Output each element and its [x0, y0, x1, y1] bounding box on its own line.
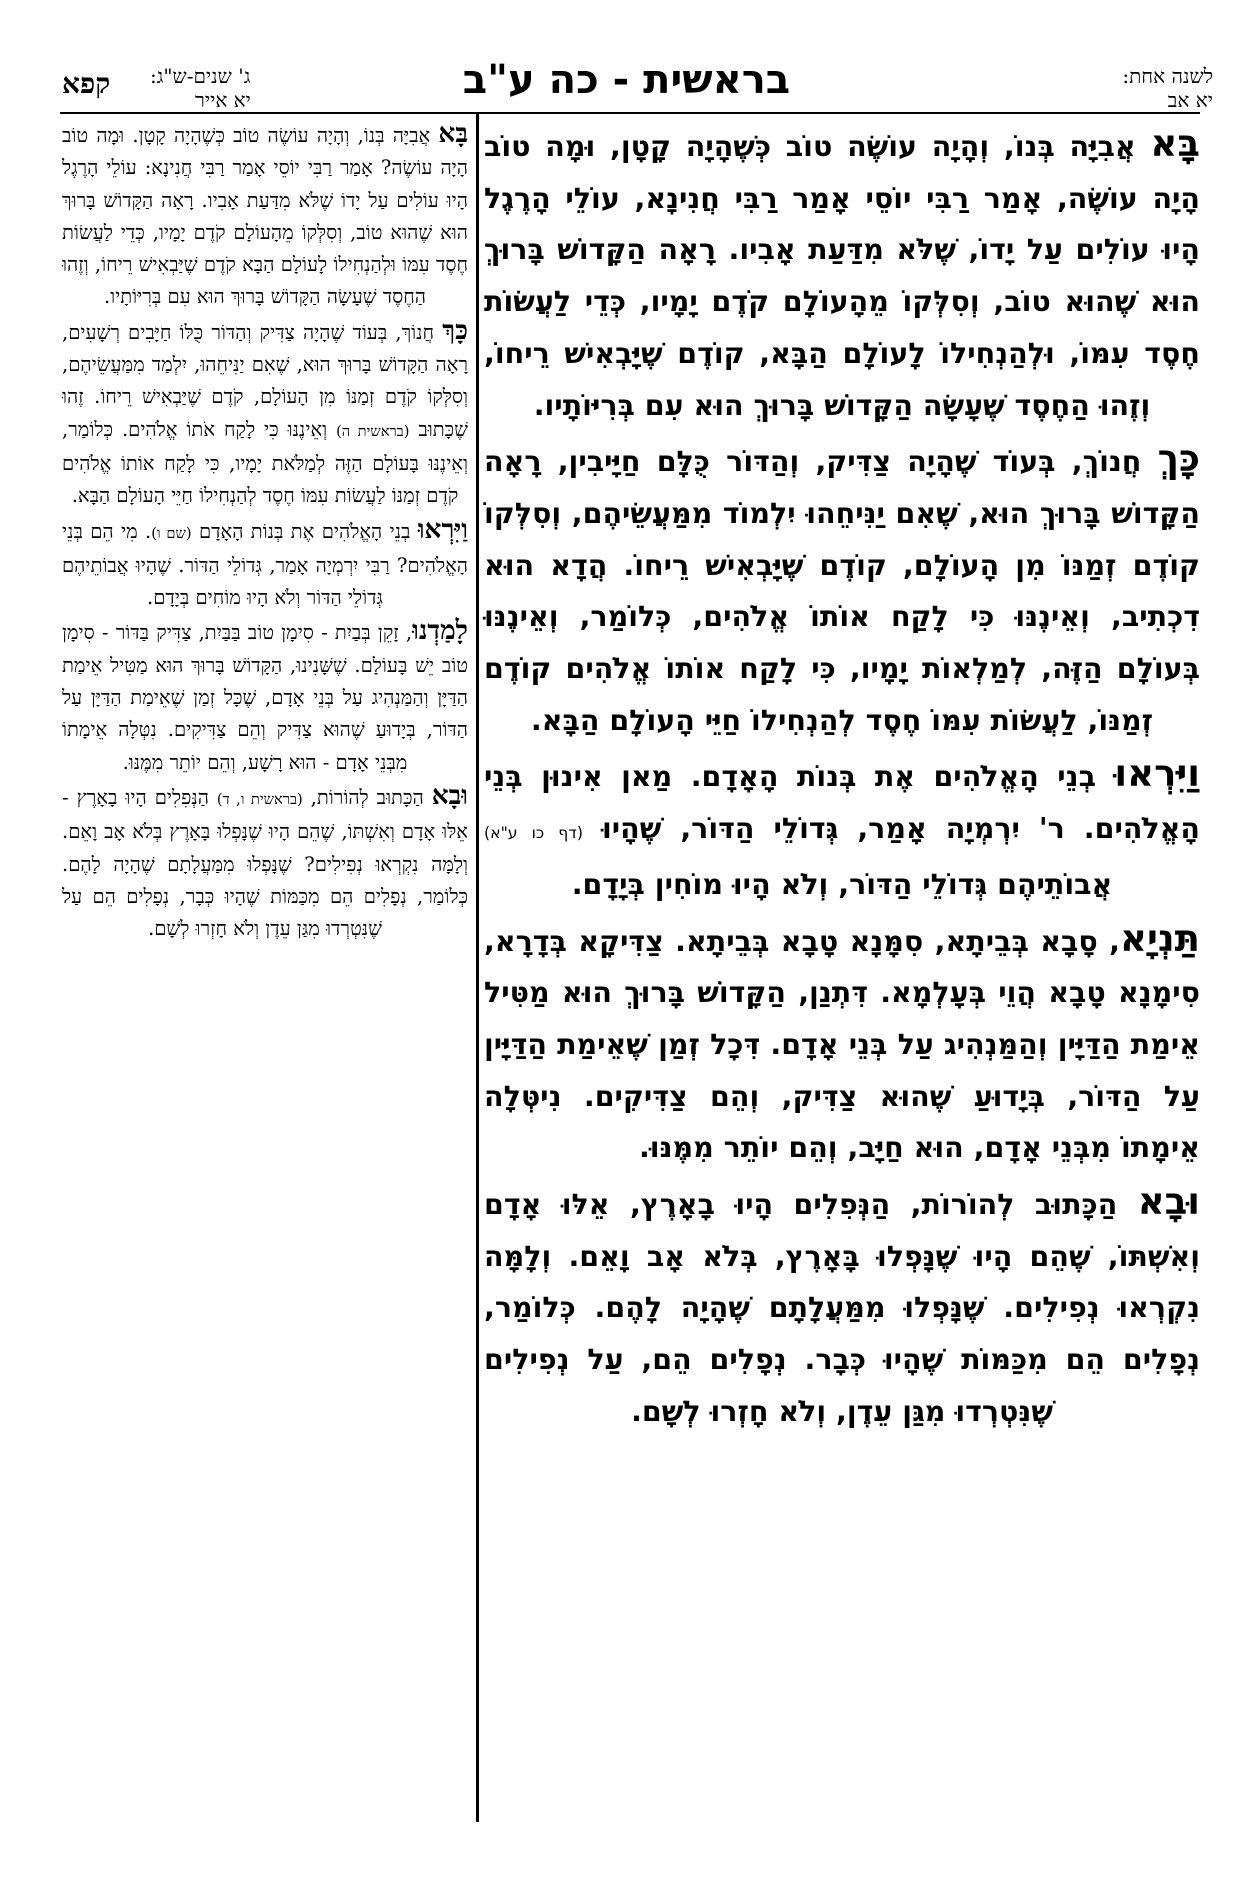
schedule-three-years-date: יא אייר	[195, 88, 251, 112]
main-paragraph	[484, 118, 1200, 431]
verse-reference: (בראשית ו, ד)	[216, 790, 303, 808]
paragraph-text: הַנְּפִלִים הָיוּ בָאָרֶץ - אֵלּוּ אָדָם וְאִשְׁתּוֹ, שֶׁהֵם הָיוּ שֶׁנָּפְלוּ בָּאָרֶץ בְּלֹא אָב וָאֵם. וְלָמָּה נִקְרְאוּ נְפִילִים? שֶׁנָּפְלוּ מִמַּעֲלָתָם שֶׁהָיָה לָהֶם. כְּלוֹמַר, נְפָלִים הֵם מִכַּמּוֹת שֶׁהָיוּ כְּבָר, נְפָלִים הֵם עַל שֶׁנִּטְרְדוּ מִגַּן עֵדֶן וְלֹא חָזְרוּ לְשָׁם.	[62, 785, 468, 941]
paragraph-text: , סָבָא בְּבֵיתָא, סִמָּנָא טָבָא בְּבֵיתָא. צַדִּיקָא בְּדָרָא, סִימָנָא טָבָא הֲוֵי בְּעָלְמָא. דִּתְנַן, הַקָּדוֹשׁ בָּרוּךְ הוּא מַטִּיל אֵימַת הַדַּיָּין וְהַמַּנְהִיג עַל בְּנֵי אָדָם. דִּכָל זְמַן שֶׁאֵימַת הַדַּיָּין עַל הַדּוֹר, בְּיָדוּעַ שֶׁהוּא צַדִּיק, וְהֵם צַדִּיקִים. נִיטְּלָה אֵימָתוֹ מִבְּנֵי אָדָם, הוּא חַיָּב, וְהֵם יוֹתֵר מִמֶּנּוּ.	[484, 924, 1200, 1165]
lead-word: בָּא	[438, 118, 468, 149]
paragraph-text: . מִי הֵם בְּנֵי הָאֱלֹהִים? רַבִּי יִרְמְיָה אָמַר, גְּדוֹלֵי הַדּוֹר. שֶׁהָיוּ אֲבוֹתֵיהֶם גְּדוֹלֵי הַדּוֹר וְלֹא הָיוּ מוֹחִים בְּיָדָם.	[62, 519, 468, 610]
paragraph-text: הַכָּתוּב לְהוֹרוֹת, הַנְּפִלִים הָיוּ בָאָרֶץ, אֵלּוּ אָדָם וְאִשְׁתּוֹ, שֶׁהֵם הָיוּ שֶׁנָּפְלוּ בָּאָרֶץ, בְּלֹא אָב וָאֵם. וְלָמָּה נִקְרְאוּ נְפִילִים. שֶׁנָּפְלוּ מִמַּעֲלָתָם שֶׁהָיָה לָהֶם. כְּלוֹמַר, נְפָלִים הֵם מִכַּמּוֹת שֶׁהָיוּ כְּבָר. נְפָלִים הֵם, עַל נְפִילִים שֶׁנִּטְרְדוּ מִגַּן עֵדֶן, וְלֹא חָזְרוּ לְשָׁם.	[484, 1188, 1200, 1428]
paragraph-text: הַכָּתוּב לְהוֹרוֹת,	[302, 785, 432, 809]
header-rule	[60, 112, 1200, 114]
main-paragraph	[484, 913, 1200, 1175]
lead-word: תַּנְיָא	[1120, 916, 1200, 960]
translation-paragraph	[62, 615, 468, 778]
column-divider	[476, 112, 479, 1822]
lead-word: לָמַדְנוּ	[412, 615, 468, 647]
lead-word: כָּךְ	[1157, 437, 1200, 481]
page-number: קפא	[62, 67, 111, 100]
schedule-one-year-date: יא אב	[1167, 88, 1213, 112]
lead-word: וַיִּרְאוּ	[1114, 752, 1200, 796]
translation-paragraph	[62, 514, 468, 615]
main-paragraph	[484, 1176, 1200, 1438]
main-paragraph	[484, 748, 1200, 910]
paragraph-text: אֲבִיָּה בְּנוֹ, וְהָיָה עוֹשֶׂה טוֹב כְּשֶׁהָיָה קָטָן, וּמָה טוֹב הָיָה עוֹשֶׂה, אָמַר רַבִּי יוֹסֵי אָמַר רַבִּי חֲנִינָא, עוֹלֵי הָרֶגֶל הָיוּ עוֹלִים עַל יָדוֹ, שֶׁלֹּא מִדַּעַת אָבִיו. רָאָה הַקָּדוֹשׁ בָּרוּךְ הוּא שֶׁהוּא טוֹב, וְסִלְּקוֹ מֵהָעוֹלָם קֹדֶם יָמָיו, כְּדֵי לַעֲשׂוֹת חֶסֶד עִמּוֹ, וּלְהַנְחִילוֹ לָעוֹלָם הַבָּא, קוֹדֶם שֶׁיָּבְאִישׁ רֵיחוֹ, וְזֶהוּ הַחֶסֶד שֶׁעָשָׂה הַקָּדוֹשׁ בָּרוּךְ הוּא עִם בְּרִיּוֹתָיו.	[484, 130, 1200, 422]
page-reference: (דף כו ע"א)	[484, 823, 583, 843]
translation-paragraph	[62, 118, 468, 314]
paragraph-text: , זָקֵן בְּבַיִת - סִימָן טוֹב בַּבַּיִת, צַדִּיק בַּדּוֹר - סִימָן טוֹב יֵשׁ בָּעוֹלָם. שֶׁשָּׁנִינוּ, הַקָּדוֹשׁ בָּרוּךְ הוּא מַטִּיל אֵימַת הַדַּיָּן וְהַמַּנְהִיג עַל בְּנֵי אָדָם, שֶׁכָּל זְמַן שֶׁאֵימַת הַדַּיָּן עַל הַדּוֹר, בְּיָדוּעַ שֶׁהוּא צַדִּיק וְהֵם צַדִּיקִים. נִטְּלָה אֵימָתוֹ מִבְּנֵי אָדָם - הוּא רָשָׁע, וְהֵם יוֹתֵר מִמֶּנּוּ.	[62, 621, 468, 774]
page-header	[0, 0, 1253, 112]
schedule-three-years-label: ג' שנים-ש"ג:	[150, 64, 251, 88]
main-text-column	[484, 118, 1200, 1440]
paragraph-text: וְאֵינֶנּוּ כִּי לָקַח אֹתוֹ אֱלֹהִים. כְּלוֹמַר, וְאֵינֶנּוּ בָּעוֹלָם הַזֶּה לְמַלֹּאת יָמָיו, כִּי לָקַח אוֹתוֹ אֱלֹהִים קֹדֶם זְמַנּוֹ לַעֲשׂוֹת עִמּוֹ חֶסֶד לְהַנְחִילוֹ חַיֵּי הָעוֹלָם הַבָּא.	[62, 417, 468, 508]
page-title: בראשית - כה ע"ב	[462, 57, 791, 103]
paragraph-text: חֲנוֹךְ, בְּעוֹד שֶׁהָיָה צַדִּיק וְהַדּוֹר כֻּלּוֹ חַיָּבִים רְשָׁעִים, רָאָה הַקָּדוֹשׁ בָּרוּךְ הוּא, שֶׁאִם יַנִּיחֵהוּ, יִלְמַד מִמַּעֲשֵׂיהֶם, וְסִלְּקוֹ קֹדֶם זְמַנּוֹ מִן הָעוֹלָם, קֹדֶם שֶׁיַּבְאִישׁ רֵיחוֹ. זֶהוּ שֶׁכָּתוּב	[62, 320, 468, 441]
main-paragraph	[484, 433, 1200, 746]
paragraph-text: חֲנוֹךְ, בְּעוֹד שֶׁהָיָה צַדִּיק, וְהַדּוֹר כֻּלָּם חַיָּיבִין, רָאָה הַקָּדוֹשׁ בָּרוּךְ הוּא, שֶׁאִם יַנִּיחֵהוּ יִלְמוֹד מִמַּעֲשֵׂיהֶם, וְסִלְּקוֹ קוֹדֶם זְמַנּוֹ מִן הָעוֹלָם, קוֹדֶם שֶׁיָּבְאִישׁ רֵיחוֹ. הֲדָא הוּא דִכְתִיב, וְאֵינֶנּוּ כִּי לָקַח אוֹתוֹ אֱלֹהִים, כְּלוֹמַר, וְאֵינֶנּוּ בְּעוֹלָם הַזֶּה, לְמַלְאוֹת יָמָיו, כִּי לָקַח אוֹתוֹ אֱלֹהִים קוֹדֶם זְמַנּוֹ, לַעֲשׂוֹת עִמּוֹ חֶסֶד לְהַנְחִילוֹ חַיֵּי הָעוֹלָם הַבָּא.	[484, 445, 1200, 737]
verse-reference: (בראשית ה)	[336, 422, 410, 440]
lead-word: וַיִּרְאוּ	[417, 513, 468, 545]
schedule-one-year-label: לשנה אחת:	[1122, 64, 1213, 88]
lead-word: וּבָא	[431, 779, 469, 811]
verse-reference: (שם ו)	[151, 524, 192, 542]
paragraph-text: בְנֵי הָאֱלֹהִים אֶת בְּנוֹת הָאָדָם	[191, 519, 418, 543]
paragraph-text: אֲבִיָּה בְּנוֹ, וְהָיָה עוֹשֶׂה טוֹב כְּשֶׁהָיָה קָטָן. וּמָה טוֹב הָיָה עוֹשֶׂה? אָמַר רַבִּי יוֹסֵי אָמַר רַבִּי חֲנִינָא: עוֹלֵי הָרֶגֶל הָיוּ עוֹלִים עַל יָדוֹ שֶׁלֹּא מִדַּעַת אָבִיו. רָאָה הַקָּדוֹשׁ בָּרוּךְ הוּא שֶׁהוּא טוֹב, וְסִלְּקוֹ מֵהָעוֹלָם קֹדֶם יָמָיו, כְּדֵי לַעֲשׂוֹת חֶסֶד עִמּוֹ וּלְהַנְחִילוֹ לָעוֹלָם הַבָּא קֹדֶם שֶׁיַּבְאִישׁ רֵיחוֹ, וְזֶהוּ הַחֶסֶד שֶׁעָשָׂה הַקָּדוֹשׁ בָּרוּךְ הוּא עִם בְּרִיּוֹתָיו.	[62, 124, 468, 309]
lead-word: בָּא	[1150, 122, 1200, 165]
paragraph-text: בְנֵי הָאֱלֹהִים אֶת בְּנוֹת הָאָדָם. מַאן אִינוּן בְּנֵי הָאֱלֹהִים. ר' יִרְמְיָה אָמַר, גְּדוֹלֵי הַדּוֹר, שֶׁהָיוּ	[484, 760, 1200, 846]
translation-paragraph	[62, 780, 468, 945]
translation-paragraph	[62, 315, 468, 513]
translation-column	[62, 118, 468, 946]
lead-word: כָּךְ	[442, 314, 468, 346]
paragraph-text: אֲבוֹתֵיהֶם גְּדוֹלֵי הַדּוֹר, וְלֹא הָיוּ מוֹחִין בְּיָדָם.	[571, 867, 1113, 901]
lead-word: וּבָא	[1137, 1180, 1200, 1224]
